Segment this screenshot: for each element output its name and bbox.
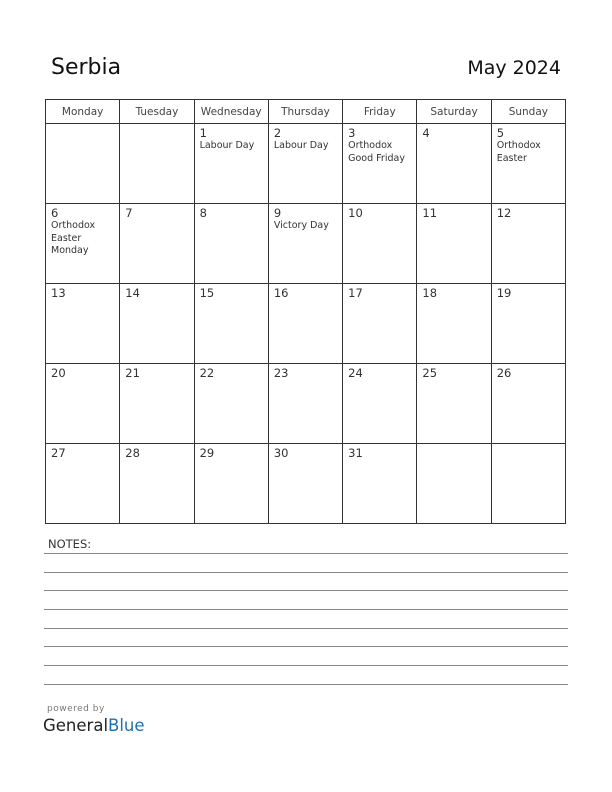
day-number: 6 <box>51 206 59 220</box>
brand-text-blue: Blue <box>108 716 145 735</box>
weekday-header: Wednesday <box>194 100 268 124</box>
brand-text-general: General <box>43 716 109 735</box>
day-number: 28 <box>125 446 140 460</box>
calendar-day-cell <box>268 364 342 444</box>
calendar-day-cell <box>46 364 120 444</box>
day-number: 19 <box>496 286 512 300</box>
calendar-day-cell <box>120 444 194 524</box>
weekday-header: Sunday <box>491 100 565 124</box>
calendar-day-cell <box>491 124 565 204</box>
weekday-header: Tuesday <box>120 100 194 124</box>
day-number: 30 <box>273 446 289 460</box>
calendar-day-cell <box>120 204 194 284</box>
calendar-week-row <box>46 284 566 364</box>
day-number: 27 <box>51 446 66 460</box>
day-number: 13 <box>51 286 66 300</box>
day-number: 9 <box>273 206 282 220</box>
day-number: 10 <box>348 206 363 220</box>
calendar-day-cell <box>491 364 565 444</box>
day-number: 11 <box>422 206 438 220</box>
calendar-day-cell <box>343 124 417 204</box>
calendar-day-cell <box>46 124 120 204</box>
calendar-day-cell <box>343 284 417 364</box>
day-number: 22 <box>199 366 215 380</box>
weekday-header: Saturday <box>417 100 491 124</box>
calendar-week-row <box>46 124 566 204</box>
day-number: 17 <box>348 286 363 300</box>
day-number: 25 <box>422 366 438 380</box>
weekday-header: Thursday <box>268 100 342 124</box>
note-line <box>44 590 568 591</box>
calendar-day-cell <box>120 284 194 364</box>
day-number: 14 <box>125 286 140 300</box>
holiday-label: Orthodox Easter <box>496 140 541 164</box>
day-number: 24 <box>348 366 363 380</box>
day-number: 2 <box>273 126 282 140</box>
note-line <box>44 609 568 610</box>
day-number: 18 <box>422 286 438 300</box>
day-number: 31 <box>348 446 363 460</box>
day-number: 4 <box>422 126 430 140</box>
calendar-day-cell <box>194 284 268 364</box>
day-number: 21 <box>125 366 140 380</box>
day-number: 3 <box>348 126 356 140</box>
calendar-day-cell <box>194 444 268 524</box>
day-number: 5 <box>496 126 505 140</box>
note-line <box>44 572 568 573</box>
day-number: 15 <box>199 286 215 300</box>
calendar-day-cell <box>343 204 417 284</box>
weekday-header: Monday <box>46 100 120 124</box>
calendar-day-cell <box>343 444 417 524</box>
holiday-label: Labour Day <box>199 140 255 151</box>
generalblue-logo[interactable] <box>43 716 145 735</box>
day-number: 29 <box>199 446 215 460</box>
calendar-day-cell <box>194 124 268 204</box>
calendar-day-cell <box>194 364 268 444</box>
day-number: 20 <box>51 366 66 380</box>
calendar-day-cell <box>46 204 120 284</box>
calendar-week-row <box>46 364 566 444</box>
calendar-week-row <box>46 204 566 284</box>
calendar-day-cell <box>491 444 565 524</box>
calendar-country-title: Serbia <box>51 55 122 80</box>
day-number: 23 <box>273 366 289 380</box>
calendar-week-row <box>46 444 566 524</box>
note-line <box>44 553 568 554</box>
calendar-day-cell <box>120 364 194 444</box>
day-number: 12 <box>496 206 512 220</box>
day-number: 8 <box>199 206 207 220</box>
notes-label: NOTES: <box>48 537 92 551</box>
calendar-day-cell <box>268 124 342 204</box>
day-number: 1 <box>199 126 207 140</box>
day-number: 7 <box>125 206 133 220</box>
calendar-day-cell <box>46 284 120 364</box>
calendar-day-cell <box>268 444 342 524</box>
calendar-day-cell <box>417 444 491 524</box>
holiday-label: Orthodox Good Friday <box>348 140 405 164</box>
holiday-label: Labour Day <box>273 140 329 151</box>
calendar-day-cell <box>491 284 565 364</box>
weekday-header: Friday <box>343 100 417 124</box>
month-calendar-grid <box>45 99 566 524</box>
calendar-day-cell <box>343 364 417 444</box>
holiday-label: Victory Day <box>273 220 329 231</box>
calendar-day-cell <box>120 124 194 204</box>
note-line <box>44 665 568 666</box>
calendar-day-cell <box>417 204 491 284</box>
weekday-header-row <box>46 100 566 124</box>
powered-by-text: powered by <box>47 704 105 714</box>
calendar-day-cell <box>417 284 491 364</box>
note-line <box>44 646 568 647</box>
calendar-day-cell <box>417 364 491 444</box>
calendar-day-cell <box>194 204 268 284</box>
note-line <box>44 684 568 685</box>
calendar-month-title: May 2024 <box>467 57 561 79</box>
calendar-day-cell <box>268 204 342 284</box>
note-line <box>44 628 568 629</box>
calendar-day-cell <box>417 124 491 204</box>
day-number: 26 <box>496 366 512 380</box>
calendar-day-cell <box>491 204 565 284</box>
holiday-label: Orthodox Easter Monday <box>51 220 96 256</box>
calendar-day-cell <box>46 444 120 524</box>
day-number: 16 <box>273 286 289 300</box>
calendar-day-cell <box>268 284 342 364</box>
